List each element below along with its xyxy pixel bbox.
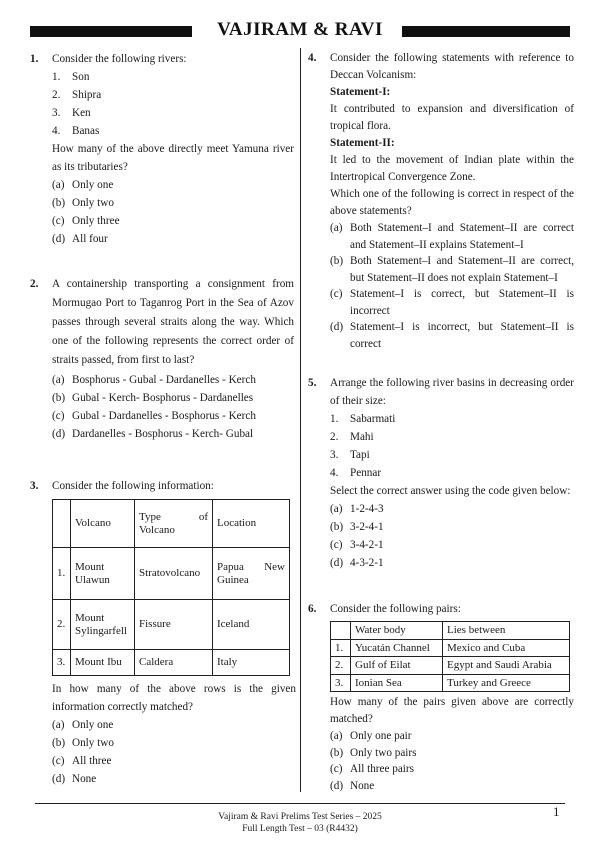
question-number: 2. bbox=[30, 278, 39, 290]
list-item: 1. Sabarmati bbox=[330, 413, 396, 425]
list-item: 2. Shipra bbox=[52, 89, 102, 101]
header-title: VAJIRAM & RAVI bbox=[217, 19, 383, 40]
question-text: How many of the above directly meet Yamuna river as its tributaries? bbox=[52, 143, 294, 173]
question-stem: Consider the following information: bbox=[52, 480, 214, 492]
question-text: Select the correct answer using the code given below: bbox=[330, 485, 571, 497]
option-c[interactable]: (c) All three pairs bbox=[330, 763, 414, 775]
option-c[interactable]: (c) Only three bbox=[52, 215, 120, 227]
option-d[interactable]: (d) Dardanelles - Bosphorus - Kerch- Gubal bbox=[52, 428, 254, 440]
option-c[interactable]: (c) All three bbox=[52, 755, 112, 767]
item-list bbox=[330, 410, 574, 482]
list-item: 1. Son bbox=[52, 71, 90, 83]
footer-line-1: Vajiram & Ravi Prelims Test Series – 2025 bbox=[218, 812, 382, 822]
option-b[interactable]: (b) Gubal - Kerch- Bosphorus - Dardanelles bbox=[52, 392, 254, 404]
option-c[interactable]: (c) Gubal - Dardanelles - Bosphorus - Kerch bbox=[52, 410, 256, 422]
list-item: 2. Mahi bbox=[330, 431, 374, 443]
statement-1-label: Statement-I: bbox=[330, 86, 391, 98]
page-number: 1 bbox=[553, 804, 560, 819]
list-item: 4. Pennar bbox=[330, 467, 382, 479]
option-b[interactable]: (b) Only two bbox=[52, 737, 114, 749]
question-stem: Consider the following pairs: bbox=[330, 603, 461, 615]
table-row: 1. Mount Ulawun Stratovolcano Papua New Guinea bbox=[53, 548, 290, 600]
option-a[interactable]: (a) 1-2-4-3 bbox=[330, 503, 384, 515]
page-header bbox=[30, 19, 570, 40]
option-a[interactable]: (a) Only one bbox=[52, 179, 114, 191]
option-a[interactable]: (a) Both Statement–I and Statement–II are correct and Statement–II explains Statement–I bbox=[330, 222, 574, 251]
option-d[interactable]: (d) Statement–I is incorrect, but Statement–II is correct bbox=[330, 321, 574, 350]
question-4 bbox=[308, 50, 574, 352]
options-list bbox=[330, 728, 574, 794]
list-item: 3. Tapi bbox=[330, 449, 370, 461]
question-number: 1. bbox=[30, 53, 39, 65]
option-a[interactable]: (a) Only one bbox=[52, 719, 114, 731]
pairs-table bbox=[330, 621, 570, 692]
list-item: 3. Ken bbox=[52, 107, 91, 119]
table-row: 2. Mount Sylingarfell Fissure Iceland bbox=[53, 600, 290, 650]
option-d[interactable]: (d) 4-3-2-1 bbox=[330, 557, 384, 569]
question-text: How many of the pairs given above are correctly matched? bbox=[330, 696, 574, 725]
item-list bbox=[52, 68, 294, 140]
options-list bbox=[52, 176, 294, 248]
option-a[interactable]: (a) Bosphorus - Gubal - Dardanelles - Kerch bbox=[52, 374, 256, 386]
options-list bbox=[52, 371, 294, 443]
table-header-row: Water body Lies between bbox=[331, 622, 570, 640]
question-number: 6. bbox=[308, 603, 317, 615]
option-b[interactable]: (b) Both Statement–I and Statement–II are correct, but Statement–II does not explain Statement–I bbox=[330, 255, 574, 284]
option-b[interactable]: (b) Only two pairs bbox=[330, 746, 417, 759]
options-list bbox=[52, 716, 296, 788]
question-3 bbox=[30, 477, 296, 788]
table-row: 1. Yucatán Channel Mexico and Cuba bbox=[331, 639, 570, 657]
statement-2-text: It led to the movement of Indian plate within the Intertropical Convergence Zone. bbox=[330, 154, 574, 183]
column-divider bbox=[300, 48, 301, 792]
question-5 bbox=[308, 374, 574, 572]
question-number: 4. bbox=[308, 52, 317, 64]
question-text: Which one of the following is correct in respect of the above statements? bbox=[330, 188, 574, 217]
option-b[interactable]: (b) 3-2-4-1 bbox=[330, 521, 384, 533]
option-c[interactable]: (c) 3-4-2-1 bbox=[330, 539, 384, 551]
option-d[interactable]: (d) All four bbox=[52, 233, 108, 245]
option-c[interactable]: (c) Statement–I is correct, but Statement–II is incorrect bbox=[330, 288, 574, 317]
option-b[interactable]: (b) Only two bbox=[52, 197, 114, 209]
options-list bbox=[330, 220, 574, 352]
question-stem: Consider the following statements with reference to Deccan Volcanism: bbox=[330, 52, 574, 81]
footer-rule bbox=[35, 803, 565, 804]
question-number: 5. bbox=[308, 377, 317, 389]
option-d[interactable]: (d) None bbox=[330, 779, 375, 792]
table-row: 3. Ionian Sea Turkey and Greece bbox=[331, 674, 570, 692]
footer-line-2: Full Length Test – 03 (R4432) bbox=[242, 824, 358, 834]
question-stem: A containership transporting a consignment from Mormugao Port to Taganrog Port in the Sea of Azov passes through several straits along the way. Which one of the following represents the correct order of straits passed, from first to last? bbox=[52, 278, 294, 366]
statement-1-text: It contributed to expansion and diversification of tropical flora. bbox=[330, 103, 574, 132]
table-header-row: Volcano Type of Volcano Location bbox=[53, 500, 290, 548]
question-stem: Arrange the following river basins in decreasing order of their size: bbox=[330, 377, 574, 407]
question-text: In how many of the above rows is the given information correctly matched? bbox=[52, 683, 296, 713]
question-6 bbox=[308, 601, 574, 794]
question-stem: Consider the following rivers: bbox=[52, 53, 187, 65]
statement-2-label: Statement-II: bbox=[330, 137, 395, 149]
question-1 bbox=[30, 50, 294, 248]
question-2 bbox=[30, 275, 294, 443]
list-item: 4. Banas bbox=[52, 125, 100, 137]
table-row: 2. Gulf of Eilat Egypt and Saudi Arabia bbox=[331, 657, 570, 675]
options-list bbox=[330, 500, 574, 572]
header-bar-right bbox=[402, 26, 570, 37]
option-d[interactable]: (d) None bbox=[52, 773, 97, 785]
question-number: 3. bbox=[30, 480, 39, 492]
option-a[interactable]: (a) Only one pair bbox=[330, 730, 412, 742]
volcano-table bbox=[52, 499, 290, 676]
table-row: 3. Mount Ibu Caldera Italy bbox=[53, 650, 290, 676]
